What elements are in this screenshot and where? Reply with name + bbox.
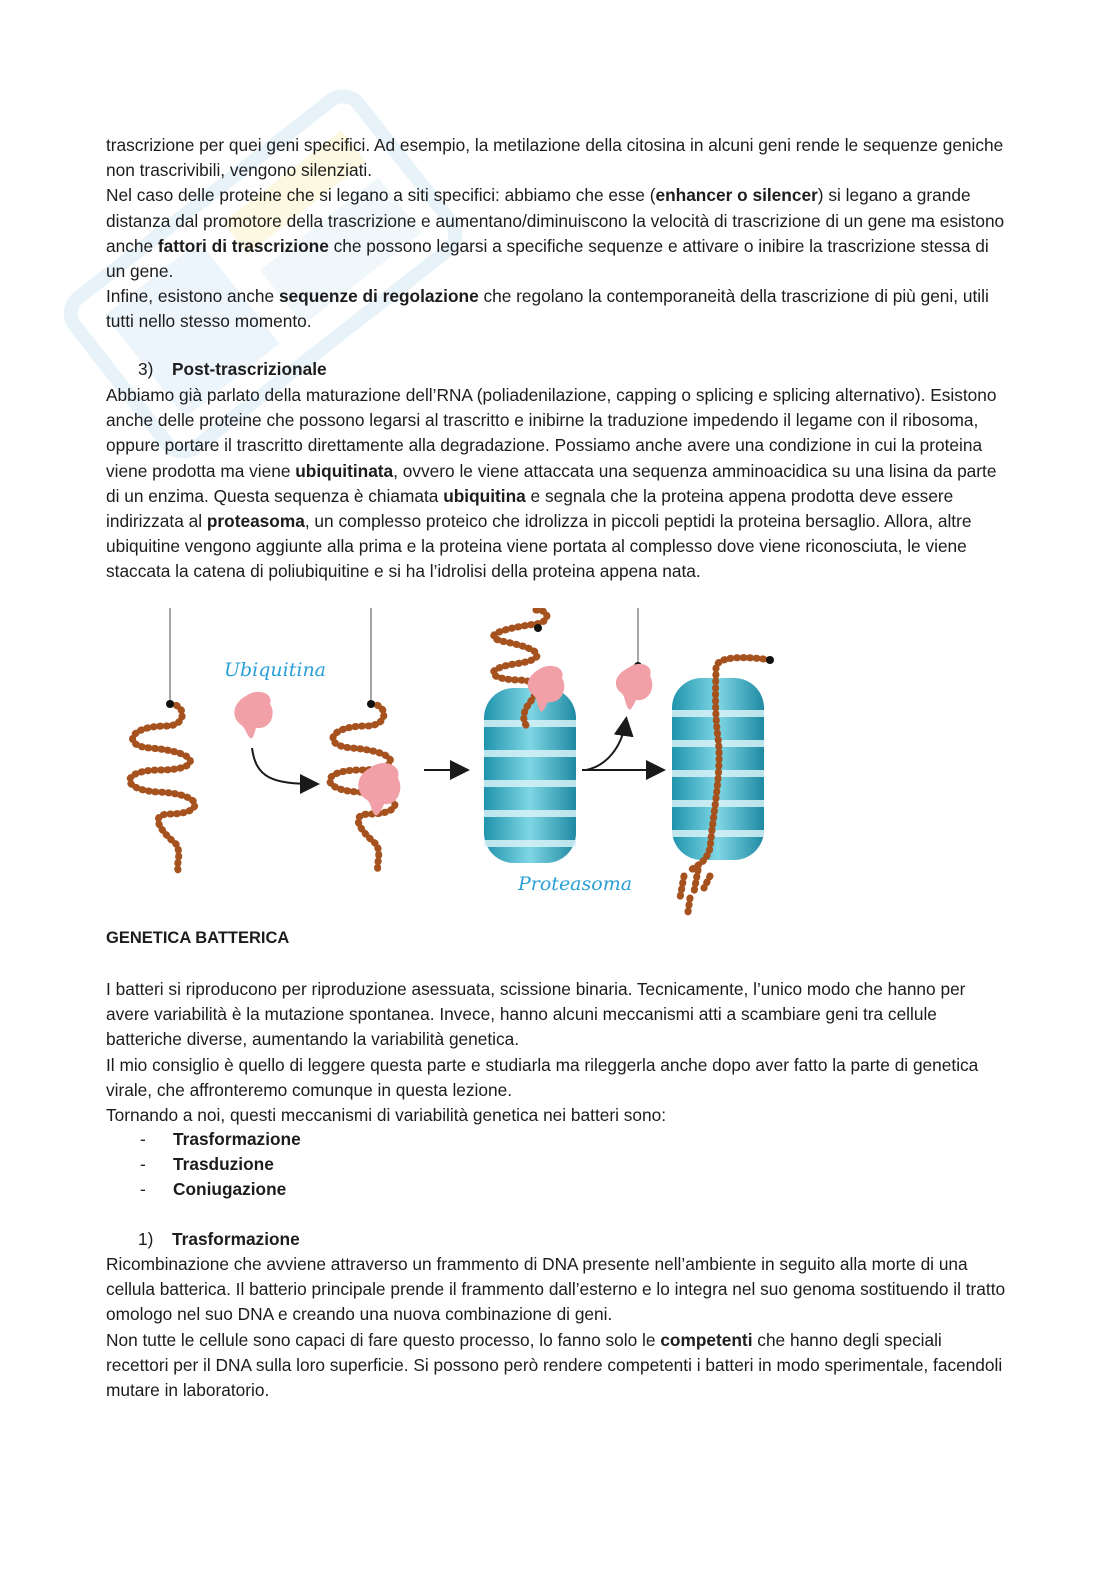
arrow-1 — [252, 748, 316, 784]
ubiquitin-free — [234, 692, 272, 739]
list-item-trasformazione: - Trasformazione — [140, 1129, 301, 1149]
ubiquitina-label: Ubiquitina — [224, 659, 327, 681]
list-item-trasduzione: - Trasduzione — [140, 1154, 274, 1174]
protein-chain-1 — [130, 608, 195, 870]
section-heading-genetica-batterica: GENETICA BATTERICA — [106, 929, 290, 947]
protein-chain-2 — [330, 608, 401, 870]
list-item-coniugazione: - Coniugazione — [140, 1179, 287, 1199]
paragraph-regulation: trascrizione per quei geni specifici. Ad esempio, la metilazione della citosina in alcuni geni rende le sequenze geniche non trascrivibili, vengono silenziati. Nel caso delle proteine che si legano a siti specifici: abbiamo che esse (enhancer o silencer) si legano a grande distanza dal promotore della trascrizione e aumentano/diminuiscono la velocità di trascrizione di un gene ma esistono anche fattori di trascrizione che possono legarsi a specifiche sequenze e attivare o inibire la trascrizione stessa di un gene. Infine, esistono anche sequenze di regolazione che regolano la contemporaneità della trascrizione di più geni, utili tutti nello stesso momento. — [106, 135, 1005, 332]
proteasome-2 — [672, 656, 774, 912]
ubiquitin-proteasome-figure — [106, 608, 796, 923]
ubiquitin-released — [616, 664, 652, 710]
proteasome-1 — [484, 610, 576, 863]
proteasoma-label: Proteasoma — [518, 873, 633, 895]
section-trasformazione: 1) Trasformazione — [138, 1229, 300, 1249]
paragraph-trasformazione: Ricombinazione che avviene attraverso un frammento di DNA presente nell’ambiente in seguito alla morte di una cellula batterica. Il batterio principale prende il frammento dall’esterno e lo integra nel suo genoma sostituendo il tratto omologo nel suo DNA e creando una nuova combinazione di geni. Non tutte le cellule sono capaci di fare questo processo, lo fanno solo le competenti che hanno degli speciali recettori per il DNA sulla loro superficie. Si possono però rendere competenti i batteri in modo sperimentale, facendoli mutare in laboratorio. — [106, 1254, 1006, 1401]
section-post-trascrizionale: 3) Post-trascrizionale — [138, 359, 327, 379]
arrow-release — [586, 720, 626, 770]
paragraph-post-trascrizionale: Abbiamo già parlato della maturazione dell’RNA (poliadenilazione, capping o splicing e splicing alternativo). Esistono anche delle proteine che possono legarsi al trascritto e inibirne la traduzione impedendo il legame con il ribosoma, oppure portare il trascritto direttamente alla degradazione. Possiamo anche avere una condizione in cui la proteina viene prodotta ma viene ubiquitinata, ovvero le viene attaccata una sequenza amminoacidica su una lisina da parte di un enzima. Questa sequenza è chiamata ubiquitina e segnala che la proteina appena prodotta deve essere indirizzata al proteasoma, un complesso proteico che idrolizza in piccoli peptidi la proteina bersaglio. Allora, altre ubiquitine vengono aggiunte alla prima e la proteina viene portata al complesso dove viene riconosciuta, le viene staccata la catena di poliubiquitine e si ha l’idrolisi della proteina appena nata. — [106, 385, 997, 582]
paragraph-genetica-batterica: I batteri si riproducono per riproduzione asessuata, scissione binaria. Tecnicamente, l’unico modo che hanno per avere variabilità è la mutazione spontanea. Invece, hanno alcuni meccanismi atti a scambiare geni tra cellule batteriche diverse, aumentando la variabilità genetica. Il mio consiglio è quello di leggere questa parte e studiarla ma rileggerla anche dopo aver fatto la parte di genetica virale, che affronteremo comunque in questa lezione. Tornando a noi, questi meccanismi di variabilità genetica nei batteri sono: — [106, 979, 979, 1126]
